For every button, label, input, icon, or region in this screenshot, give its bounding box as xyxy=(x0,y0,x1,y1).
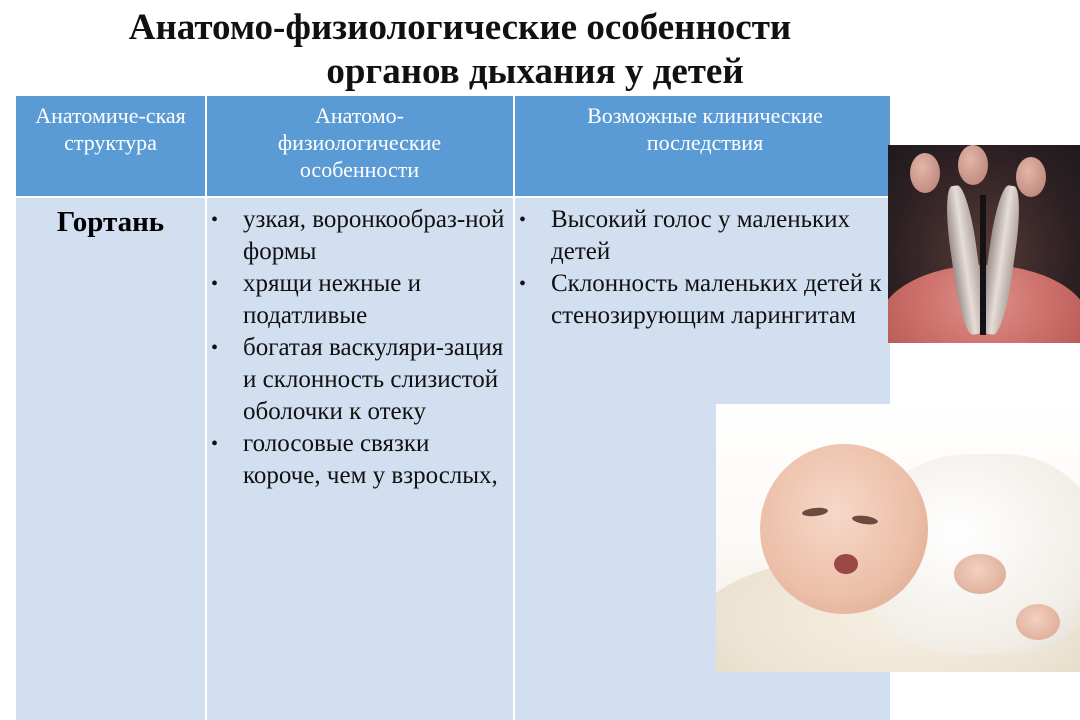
slide-title xyxy=(0,6,1080,94)
bullet-icon: • xyxy=(211,433,219,455)
column-divider xyxy=(513,96,515,720)
larynx-cartilage xyxy=(1016,157,1046,197)
bullet-icon: • xyxy=(519,273,527,295)
header-structure: Анатомиче-ская структура xyxy=(35,103,186,155)
glottis xyxy=(980,195,986,335)
feature-text: хрящи нежные и податливые xyxy=(243,270,422,329)
consequence-text: Склонность маленьких детей к стенозирующим ларингитам xyxy=(551,270,882,329)
baby-mouth xyxy=(834,554,858,574)
larynx-cartilage xyxy=(910,153,940,193)
title-line-1: Анатомо-физиологические особенности xyxy=(128,7,792,48)
bullet-icon: • xyxy=(211,209,219,231)
larynx-photo xyxy=(888,145,1080,343)
baby-hand xyxy=(954,554,1006,594)
title-line-2: органов дыхания у детей xyxy=(326,51,744,92)
list-item xyxy=(514,268,890,332)
table-header xyxy=(16,96,890,198)
list-item xyxy=(206,268,513,332)
bullet-icon: • xyxy=(519,209,527,231)
bullet-icon: • xyxy=(211,337,219,359)
feature-text: голосовые связки короче, чем у взрослых, xyxy=(243,430,498,489)
bullet-icon: • xyxy=(211,273,219,295)
list-item xyxy=(206,332,513,428)
feature-text: узкая, воронкообраз-ной формы xyxy=(243,206,505,265)
list-item xyxy=(206,204,513,268)
baby-hand xyxy=(1016,604,1060,640)
list-item xyxy=(514,204,890,268)
baby-photo xyxy=(716,404,1080,672)
header-consequences: Возможные клинические последствия xyxy=(587,103,823,155)
feature-text: богатая васкуляри-зация и склонность слизистой оболочки к отеку xyxy=(243,334,504,425)
features-list xyxy=(206,204,513,492)
header-features: Анатомо-физиологические особенности xyxy=(277,103,442,182)
larynx-cartilage xyxy=(958,145,988,185)
baby-head xyxy=(760,444,928,614)
structure-cell: Гортань xyxy=(56,206,165,238)
consequences-list xyxy=(514,204,890,332)
consequence-text: Высокий голос у маленьких детей xyxy=(551,206,851,265)
list-item xyxy=(206,428,513,492)
